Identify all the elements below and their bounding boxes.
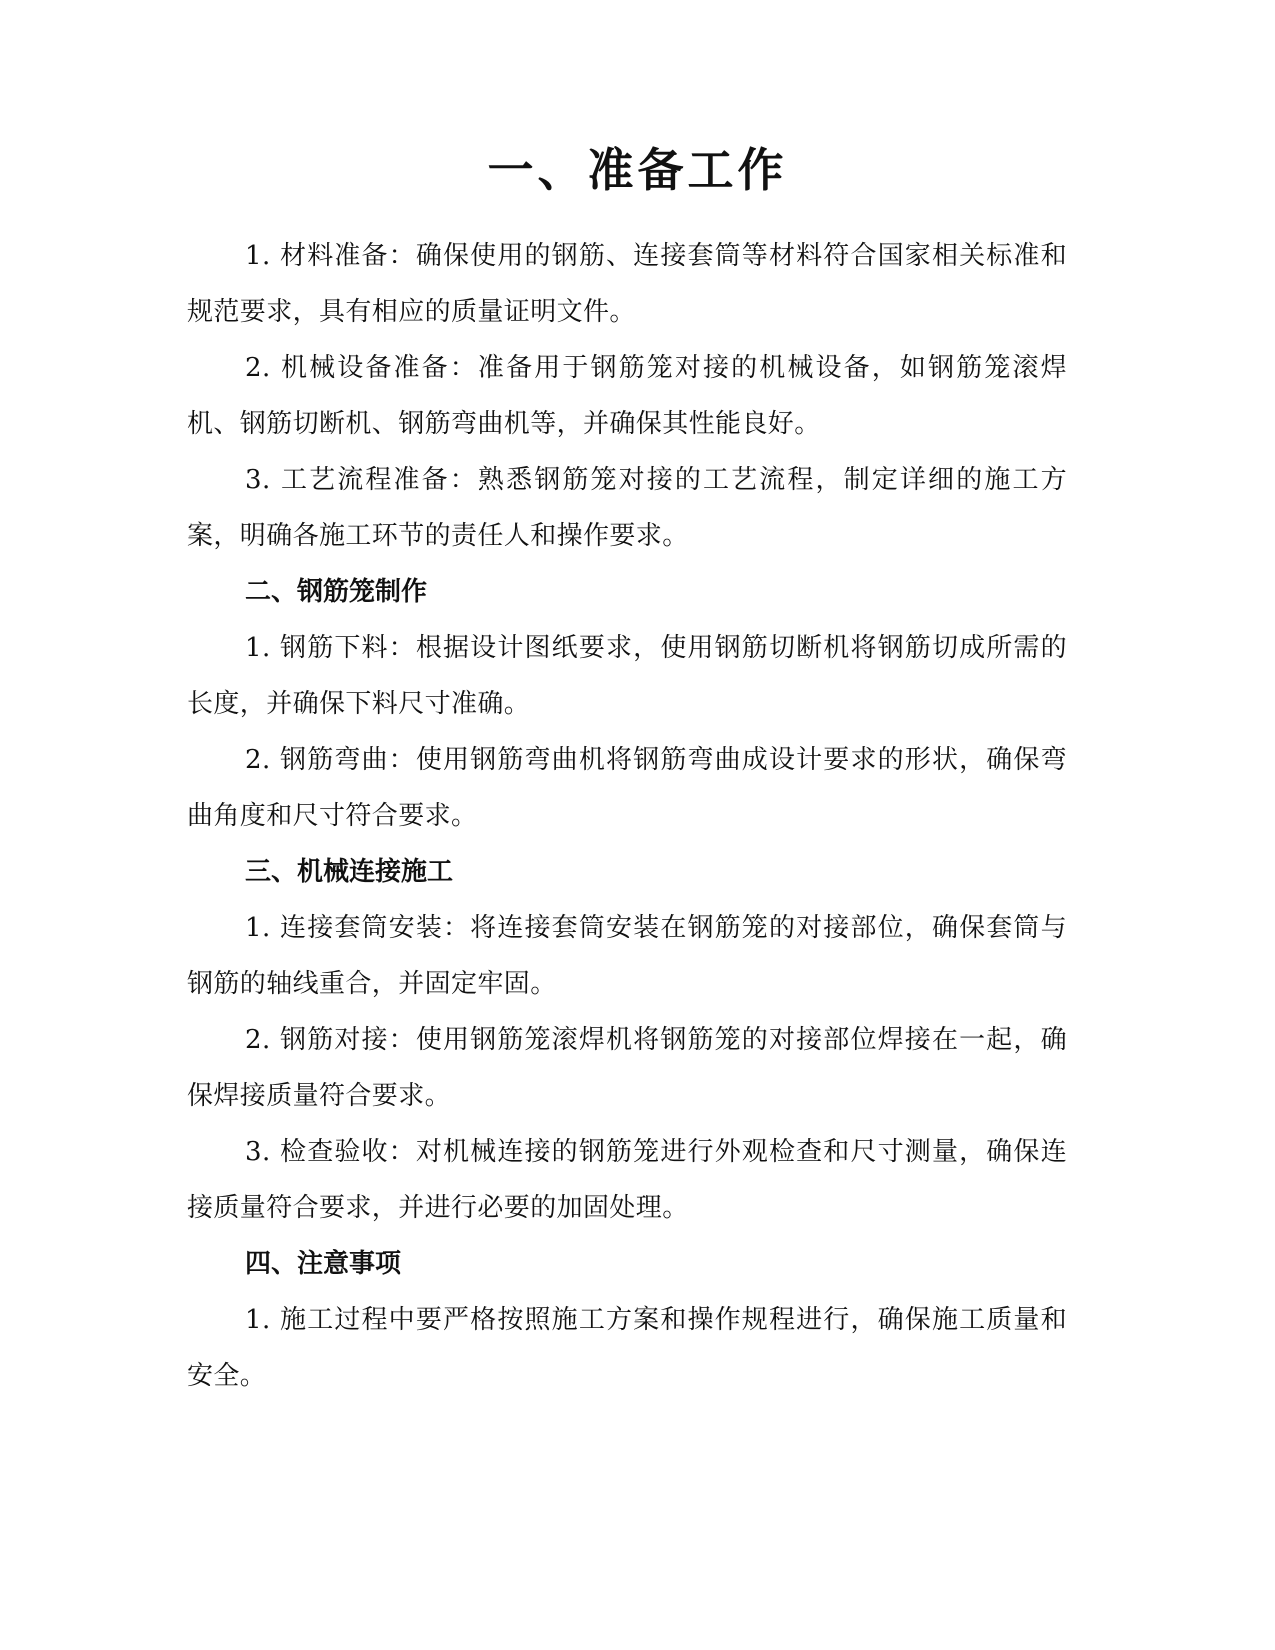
paragraph-construction-process: 1. 施工过程中要严格按照施工方案和操作规程进行，确保施工质量和安全。 bbox=[187, 1305, 1067, 1391]
paragraph-material-prep: 1. 材料准备：确保使用的钢筋、连接套筒等材料符合国家相关标准和规范要求，具有相应的质量证明文件。 bbox=[187, 241, 1067, 327]
paragraph-process-prep: 3. 工艺流程准备：熟悉钢筋笼对接的工艺流程，制定详细的施工方案，明确各施工环节的责任人和操作要求。 bbox=[187, 465, 1067, 551]
section-heading-cage-fabrication: 二、钢筋笼制作 bbox=[245, 577, 428, 607]
document-body bbox=[187, 228, 1067, 1404]
paragraph-rebar-butt-joint: 2. 钢筋对接：使用钢筋笼滚焊机将钢筋笼的对接部位焊接在一起，确保焊接质量符合要求。 bbox=[187, 1025, 1067, 1111]
paragraph-sleeve-installation: 1. 连接套筒安装：将连接套筒安装在钢筋笼的对接部位，确保套筒与钢筋的轴线重合，并固定牢固。 bbox=[187, 913, 1067, 999]
page-title: 一、准备工作 bbox=[487, 143, 788, 197]
section-heading-precautions: 四、注意事项 bbox=[245, 1249, 402, 1279]
section-heading-mechanical-connection: 三、机械连接施工 bbox=[245, 857, 454, 887]
paragraph-equipment-prep: 2. 机械设备准备：准备用于钢筋笼对接的机械设备，如钢筋笼滚焊机、钢筋切断机、钢筋弯曲机等，并确保其性能良好。 bbox=[187, 353, 1067, 439]
paragraph-inspection-acceptance: 3. 检查验收：对机械连接的钢筋笼进行外观检查和尺寸测量，确保连接质量符合要求，并进行必要的加固处理。 bbox=[187, 1137, 1067, 1223]
paragraph-rebar-bending: 2. 钢筋弯曲：使用钢筋弯曲机将钢筋弯曲成设计要求的形状，确保弯曲角度和尺寸符合要求。 bbox=[187, 745, 1067, 831]
paragraph-rebar-cutting: 1. 钢筋下料：根据设计图纸要求，使用钢筋切断机将钢筋切成所需的长度，并确保下料尺寸准确。 bbox=[187, 633, 1067, 719]
